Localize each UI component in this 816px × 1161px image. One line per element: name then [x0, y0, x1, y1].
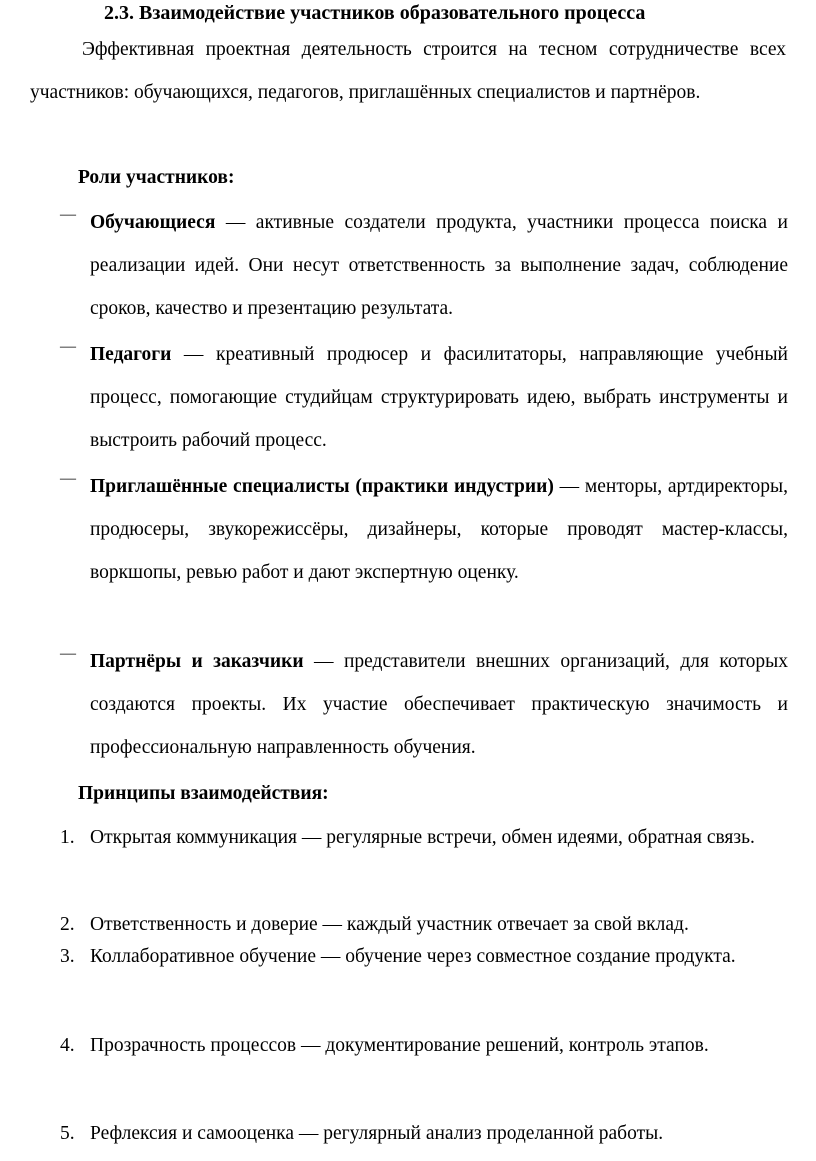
principle-text: Рефлексия и самооценка — регулярный анализ проделанной работы.: [90, 1123, 664, 1144]
role-description: — менторы, артдиректоры, продюсеры, звукорежиссёры, дизайнеры, которые проводят мастер-классы, воркшопы, ревью работ и дают экспертную оценку.: [90, 476, 788, 583]
intro-paragraph: Эффективная проектная деятельность строится на тесном сотрудничестве всех участников: обучающихся, педагогов, приглашённых специалистов и партнёров.: [30, 39, 786, 103]
principle-text: Ответственность и доверие — каждый участник отвечает за свой вклад.: [90, 914, 689, 935]
role-name: Партнёры и заказчики: [90, 651, 304, 672]
principles-title: Принципы взаимодействия:: [78, 783, 329, 804]
role-name: Обучающиеся: [90, 212, 216, 233]
principle-text: Открытая коммуникация — регулярные встречи, обмен идеями, обратная связь.: [90, 827, 755, 848]
dash-marker: —: [60, 338, 76, 355]
dash-marker: —: [60, 645, 76, 662]
role-name: Педагоги: [90, 344, 172, 365]
role-description: — представители внешних организаций, для которых создаются проекты. Их участие обеспечивает практическую значимость и профессиональную направленность обучения.: [90, 651, 788, 758]
principle-item-1: [60, 816, 788, 859]
principle-text: Прозрачность процессов — документирование решений, контроль этапов.: [90, 1035, 709, 1056]
principle-number: 1.: [60, 827, 75, 848]
principle-item-4: [60, 1024, 788, 1067]
role-name: Приглашённые специалисты (практики индустрии): [90, 476, 554, 497]
role-body: [90, 201, 788, 330]
roles-title: Роли участников:: [78, 167, 235, 188]
principle-number: 2.: [60, 914, 75, 935]
section-heading: 2.3. Взаимодействие участников образовательного процесса: [104, 2, 646, 24]
role-body: [90, 333, 788, 462]
principle-text: Коллаборативное обучение — обучение через совместное создание продукта.: [90, 946, 736, 967]
dash-marker: —: [60, 206, 76, 223]
dash-marker: —: [60, 470, 76, 487]
role-body: [90, 465, 788, 594]
principle-item-5: [60, 1112, 788, 1155]
role-description: — креативный продюсер и фасилитаторы, направляющие учебный процесс, помогающие студийцам структурировать идею, выбрать инструменты и выстроить рабочий процесс.: [90, 344, 788, 451]
role-item-specialists: [60, 465, 788, 594]
role-description: — активные создатели продукта, участники процесса поиска и реализации идей. Они несут ответственность за выполнение задач, соблюдение сроков, качество и презентацию результата.: [90, 212, 788, 319]
principle-number: 4.: [60, 1035, 75, 1056]
principle-number: 3.: [60, 946, 75, 967]
role-item-students: [60, 201, 788, 330]
role-item-teachers: [60, 333, 788, 462]
principle-number: 5.: [60, 1123, 75, 1144]
role-item-partners: [60, 640, 788, 769]
principle-item-3: [60, 935, 788, 978]
role-body: [90, 640, 788, 769]
